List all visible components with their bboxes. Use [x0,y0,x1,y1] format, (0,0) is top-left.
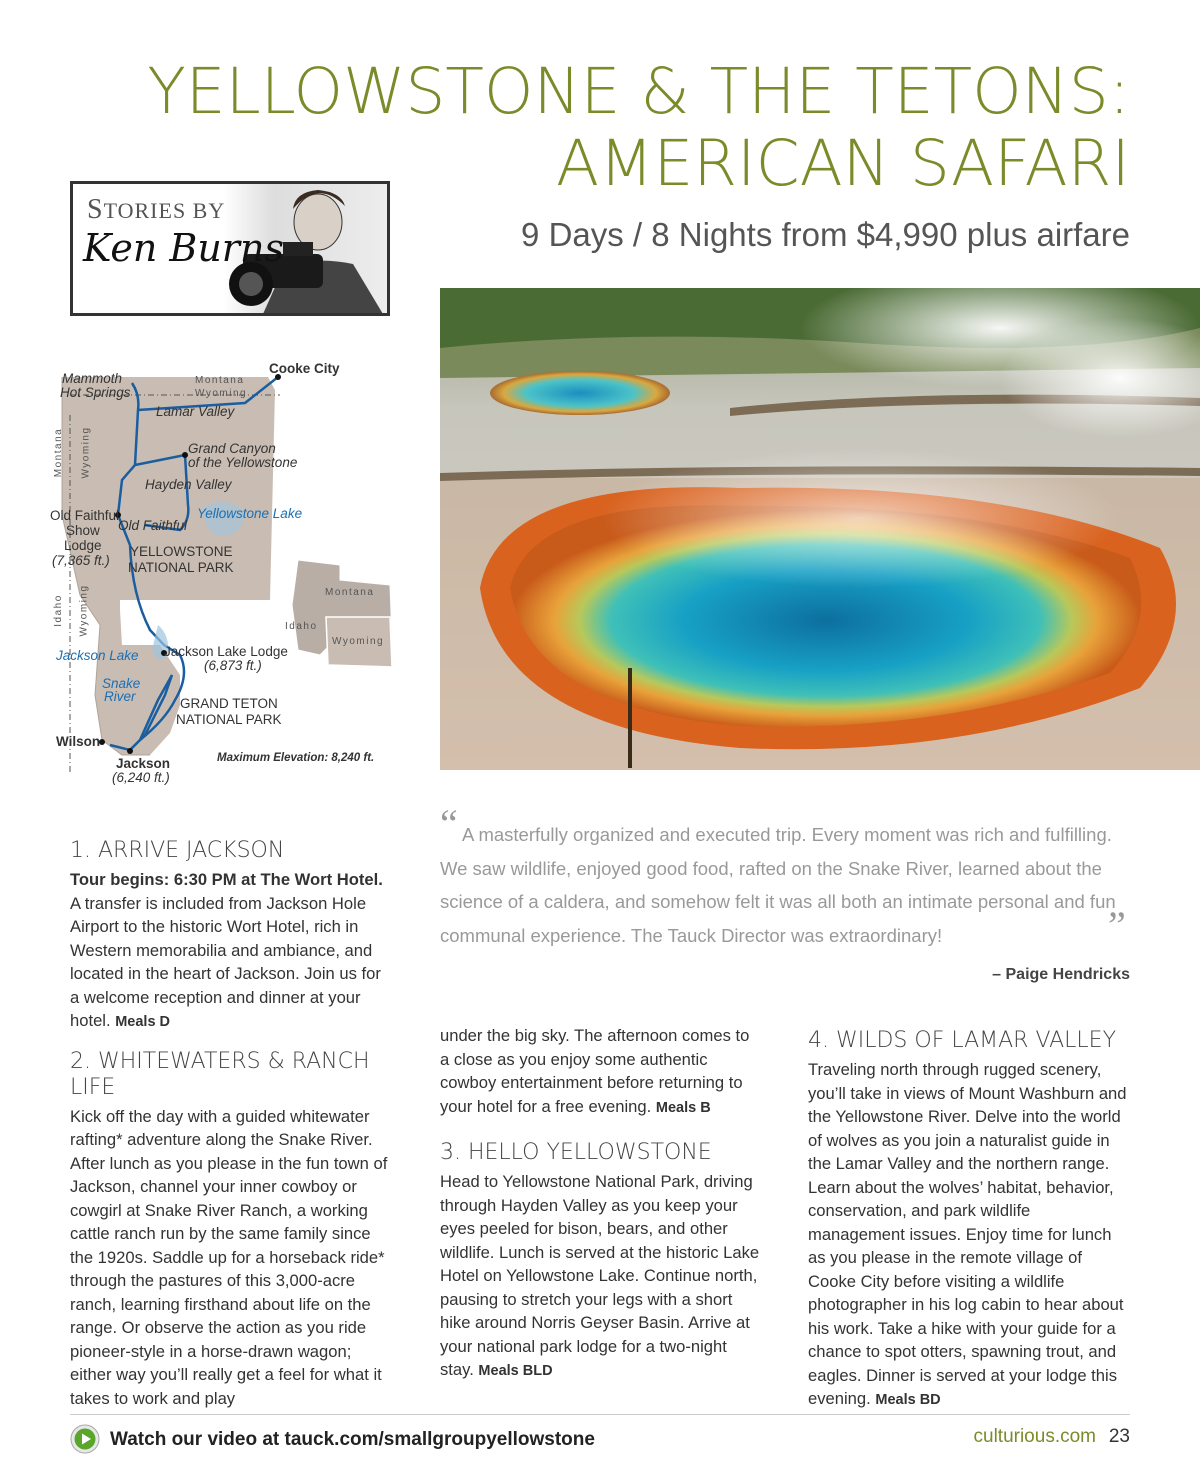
quote-close-mark: ” [1108,903,1126,948]
day-2-meals: Meals B [655,1099,711,1116]
itinerary-column-1 [70,838,392,1410]
day-1-meals: Meals D [115,1014,171,1030]
map-label-grand-canyon: Grand Canyon [188,441,276,456]
map-label-jackson-elevation: (6,240 ft.) [112,770,170,785]
map-label-jackson-lake: Jackson Lake [56,648,139,663]
day-4-text: Traveling north through rugged scenery, you’ll take in views of Mount Washburn and the Yellowstone River. Delve into the world of wolves as you join a naturalist guide in the Lamar Valley and the northern range. Learn about the wolves’ habitat, behavior, conservation, and park wildlife management issues. Enjoy time for lunch as you please in the remote village of Cooke City before visiting a wildlife photographer in his log cabin to hear about his work. Take a hike with your guide for a chance to spot otters, spawning trout, and eagles. Dinner is served at your lodge this evening. [808,1060,1127,1408]
route-map-graphic [40,355,420,795]
title-line-1: YELLOWSTONE & THE TETONS: [147,55,1130,128]
day-1-body [70,868,392,1035]
stories-by-initial: S [87,194,104,225]
map-label-mammoth: Mammoth [62,371,123,386]
day-2-heading: 2. WHITEWATERS & RANCH LIFE [70,1048,370,1100]
day-4-meals: Meals BD [875,1392,941,1408]
play-icon[interactable] [70,1424,100,1454]
map-label-jackson-lake-lodge-elevation: (6,873 ft.) [204,658,262,673]
map-label-national-park: NATIONAL PARK [128,560,234,575]
author-name: Ken Burns [83,226,284,270]
stories-by-rest: TORIES BY [103,198,226,223]
quote-open-mark: “ [440,801,458,846]
map-label-grand-teton: GRAND TETON [180,696,278,711]
trip-subtitle: 9 Days / 8 Nights from $4,990 plus airfare [521,216,1130,253]
map-label-wilson: Wilson [56,734,101,749]
map-label-montana-top: Montana [195,375,245,386]
map-label-wyoming-side: Wyoming [80,426,92,479]
map-label-jackson-lake-lodge: Jackson Lake Lodge [164,644,288,659]
map-label-hot-springs: Hot Springs [60,385,131,400]
map-label-yellowstone-np: YELLOWSTONE [130,544,233,559]
day-4-heading: 4. WILDS OF LAMAR VALLEY [808,1028,1117,1053]
quote-author: – Paige Hendricks [992,966,1130,983]
grand-prismatic-spring-photo [440,288,1200,770]
day-2-continued-text: under the big sky. The afternoon comes to a close as you enjoy some authentic cowboy entertainment before returning to your hotel for a free evening. [440,1026,750,1116]
map-label-hayden-valley: Hayden Valley [145,477,232,492]
map-label-grand-teton-national-park: NATIONAL PARK [176,712,282,727]
day-1-text: A transfer is included from Jackson Hole Airport to the historic Wort Hotel, rich in Western memorabilia and ambiance, and located in the heart of Jackson. Join us for a welcome reception and dinner at your hotel. [70,893,381,1030]
map-label-montana-side: Montana [53,427,65,478]
map-label-old-faithful-elevation: (7,365 ft.) [52,553,110,568]
quote-text: A masterfully organized and executed trip. Every moment was rich and fulfilling. We saw wildlife, enjoyed good food, rafted on the Snake River, learned about the science of a caldera, and somehow felt it was all both an intimate personal and fun communal experience. The Tauck Director was extraordinary! [440,824,1116,946]
page-number: 23 [1108,1426,1130,1447]
map-label-yellowstone-lake: Yellowstone Lake [197,506,303,521]
map-label-wyoming-top: Wyoming [195,388,248,399]
video-link[interactable]: Watch our video at tauck.com/smallgroupyellowstone [110,1429,595,1450]
testimonial-quote [440,818,1130,952]
itinerary-column-3 [808,1028,1130,1413]
day-3-text: Head to Yellowstone National Park, driving through Hayden Valley as you keep your eyes peeled for bison, bears, and other wildlife. Lunch is served at the historic Lake Hotel on Yellowstone Lake. Continue north, pausing to stretch your legs with a short hike around Norris Geyser Basin. Arrive at your national park lodge for a two-night stay. [440,1172,760,1379]
map-label-snake: Snake [102,676,141,691]
stories-by-label [87,194,225,226]
map-label-jackson: Jackson [116,756,171,771]
map-label-cooke-city: Cooke City [269,361,340,376]
day-2-continued [440,1024,762,1120]
map-label-old-faithful: Old Faithful [118,518,188,533]
stories-by-box [70,181,390,316]
inset-label-idaho: Idaho [285,621,318,632]
day-1-heading: 1. ARRIVE JACKSON [70,838,285,863]
map-label-show: Show [66,523,100,538]
day-3-heading: 3. HELLO YELLOWSTONE [440,1140,712,1165]
map-label-old-faithful-lodge: Old Faithful [50,508,120,523]
map-label-max-elevation: Maximum Elevation: 8,240 ft. [217,752,375,764]
map-label-lamar-valley: Lamar Valley [156,404,235,419]
title-line-2: AMERICAN SAFARI [555,127,1130,200]
map-label-wyoming-side-2: Wyoming [78,584,90,637]
inset-label-montana: Montana [325,587,375,598]
day-2-text: Kick off the day with a guided whitewater rafting* adventure along the Snake River. After lunch as you please in the fun town of Jackson, channel your inner cowboy or cowgirl at Snake River Ranch, a working cattle ranch run by the same family since the 1920s. Saddle up for a horseback ride* through the pastures of this 3,000-acre ranch, learning firsthand about life on the range. Or observe the action as you ride pioneer-style in a horse-drawn wagon; either way you’ll really get a feel for what it takes to work and play [70,1106,388,1408]
day-3-meals: Meals BLD [478,1363,553,1379]
map-label-idaho-side: Idaho [52,594,64,627]
inset-label-wyoming: Wyoming [332,636,385,647]
site-name: culturious.com [973,1426,1096,1447]
map-label-lodge: Lodge [64,538,102,553]
day-3-body [440,1170,762,1384]
map-label-river: River [104,689,136,704]
page-title [130,56,1130,200]
day-1-lead: Tour begins: 6:30 PM at The Wort Hotel. [70,870,383,889]
day-4-body [808,1058,1130,1413]
map-label-of-the-yellowstone: of the Yellowstone [188,455,298,470]
footer-divider [70,1414,1130,1415]
route-map [40,355,420,795]
itinerary-column-2 [440,1024,762,1384]
